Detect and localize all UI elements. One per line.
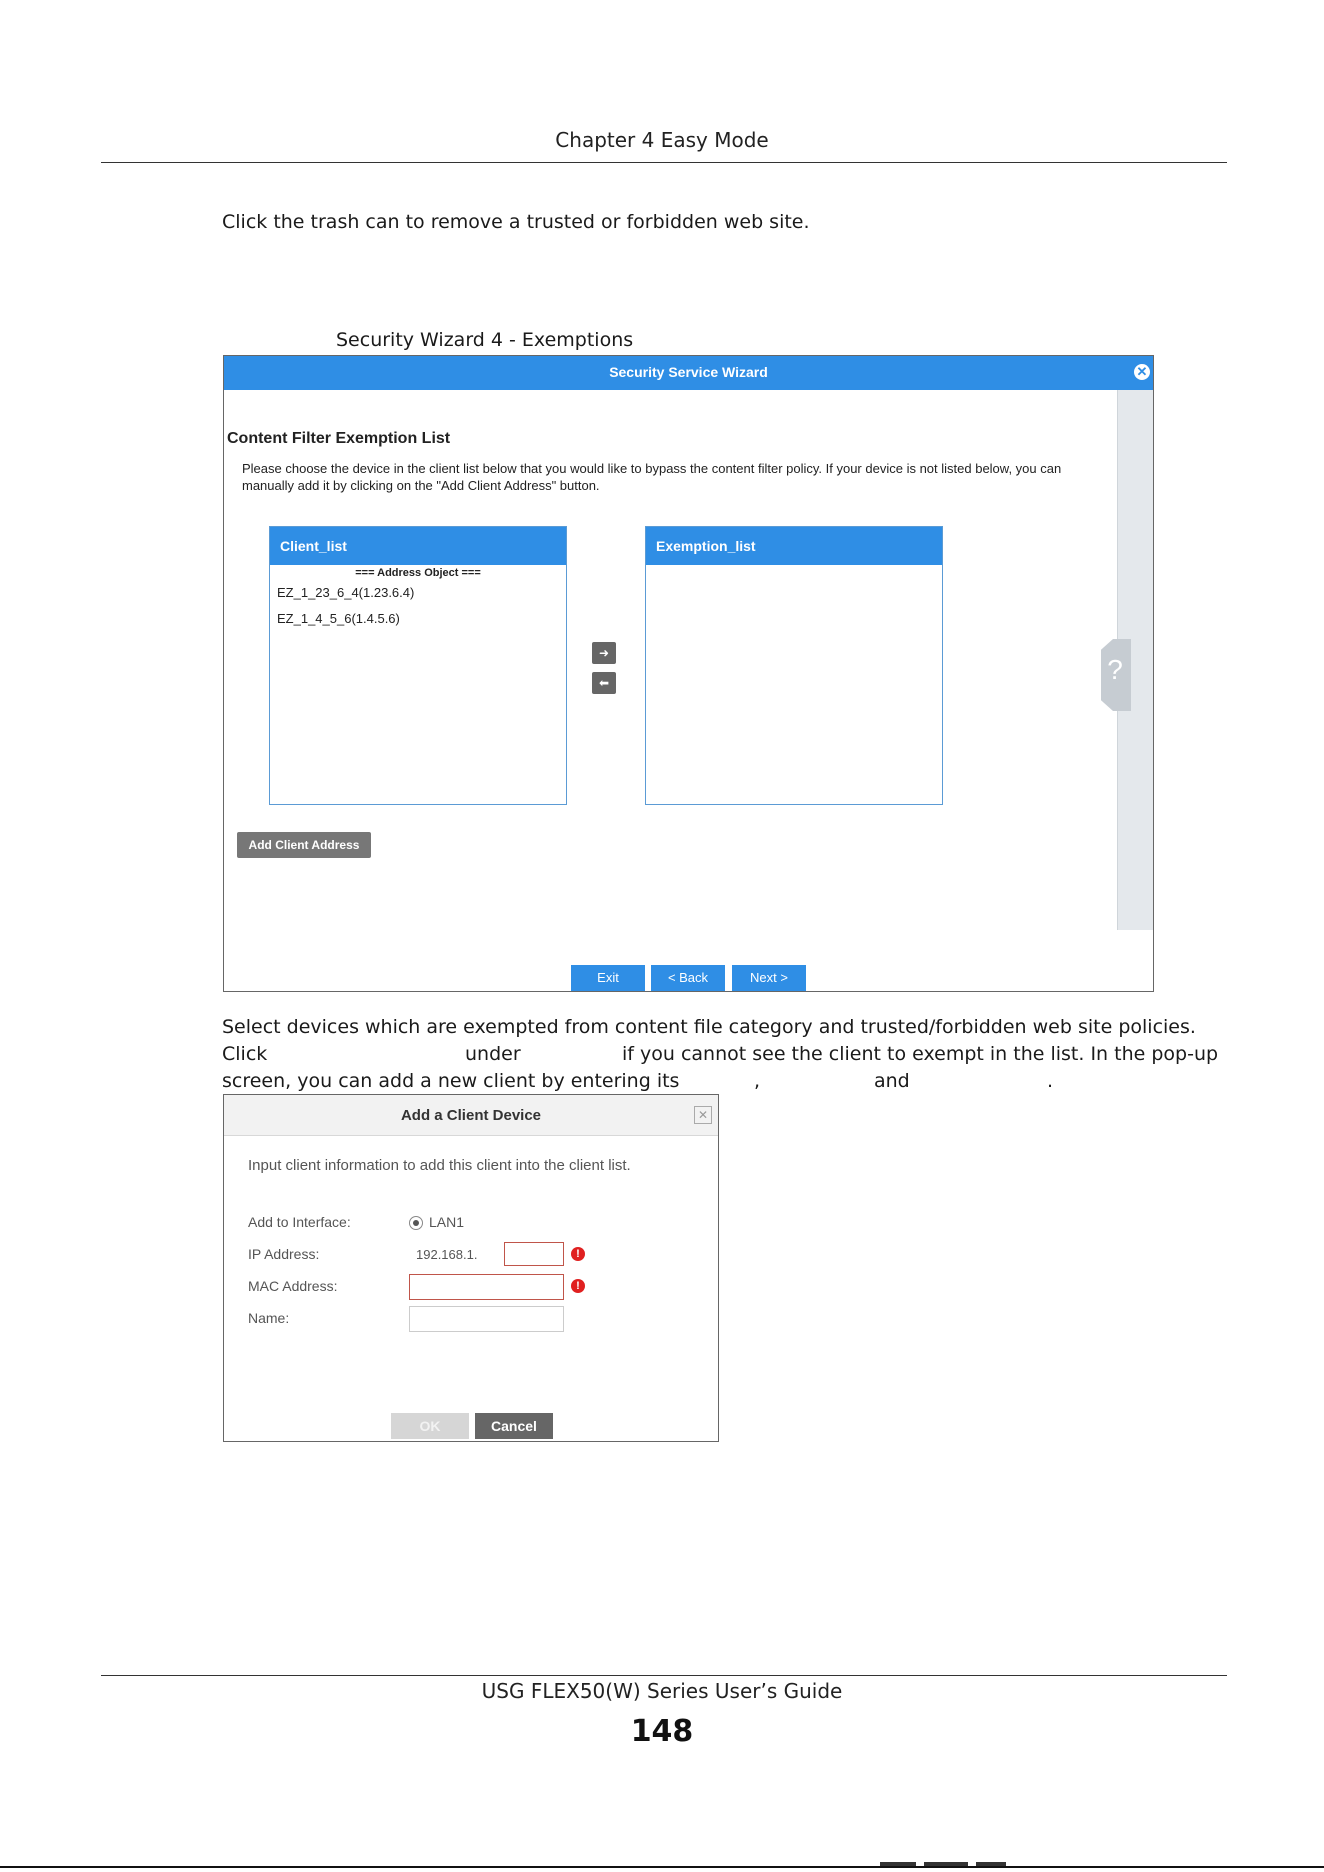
address-object-group-header: === Address Object === (355, 567, 481, 579)
error-icon: ! (571, 1279, 585, 1293)
line3-period: . (1047, 1070, 1054, 1092)
scan-artifact-mark (924, 1862, 968, 1866)
client-list-header (270, 527, 566, 565)
mac-address-label: MAC Address: (248, 1278, 338, 1294)
exemption-description: Please choose the device in the client list below that you would like to bypass the content filter policy. If your device is not listed below, you can manually add it by clicking on the "Add Client Address" button. (242, 461, 1062, 493)
lan1-radio-label[interactable]: LAN1 (429, 1214, 465, 1230)
mac-address-input[interactable] (409, 1274, 564, 1300)
client-list-title: Client_list (280, 538, 347, 554)
dialog-title: Add a Client Device (400, 1107, 542, 1124)
line2-rest: if you cannot see the client to exempt in the list. In the pop-up (622, 1043, 1219, 1065)
ok-button[interactable]: OK (391, 1413, 469, 1439)
guide-title: USG FLEX50(W) Series User’s Guide (481, 1679, 843, 1703)
wizard-title: Security Service Wizard (609, 364, 768, 380)
page-number: 148 (630, 1714, 694, 1749)
client-list-item[interactable]: EZ_1_4_5_6(1.4.5.6) (277, 611, 400, 626)
line2-under: under (465, 1043, 521, 1065)
name-label: Name: (248, 1310, 290, 1326)
footer-rule (101, 1675, 1227, 1676)
ip-address-label: IP Address: (248, 1246, 320, 1262)
back-button[interactable]: < Back (651, 965, 725, 991)
scan-artifact-mark (976, 1862, 1006, 1866)
dialog-description: Input client information to add this client into the client list. (248, 1157, 631, 1174)
ip-prefix: 192.168.1. (416, 1247, 478, 1262)
trash-note: Click the trash can to remove a trusted or forbidden web site. (222, 211, 810, 233)
line3-comma: , (754, 1070, 761, 1092)
header-rule (101, 162, 1227, 163)
client-list-item[interactable]: EZ_1_23_6_4(1.23.6.4) (277, 585, 415, 600)
line2-click: Click (222, 1043, 268, 1065)
line3-and: and (874, 1070, 910, 1092)
exemption-list-box[interactable] (645, 526, 943, 805)
name-input[interactable] (409, 1306, 564, 1332)
select-devices-text: Select devices which are exempted from content file category and trusted/forbidden web site policies. (222, 1016, 1196, 1038)
line3-start: screen, you can add a new client by entering its (222, 1070, 680, 1092)
move-left-arrow-icon[interactable]: ⬅ (592, 672, 616, 694)
security-wizard-screenshot (223, 355, 1154, 992)
interface-label: Add to Interface: (248, 1214, 351, 1230)
add-client-address-button[interactable]: Add Client Address (237, 832, 371, 858)
close-icon[interactable]: ✕ (694, 1106, 712, 1124)
error-icon: ! (571, 1247, 585, 1261)
add-client-dialog-screenshot (223, 1094, 719, 1442)
exemption-list-header (646, 527, 942, 565)
close-icon[interactable]: ✕ (1134, 364, 1150, 380)
scan-artifact-mark (880, 1862, 916, 1866)
ip-last-octet-input[interactable] (504, 1242, 564, 1266)
exemption-list-title: Exemption_list (656, 538, 756, 554)
radio-selected-dot (413, 1220, 419, 1226)
chapter-heading: Chapter 4 Easy Mode (555, 128, 769, 152)
move-right-arrow-icon[interactable]: ➜ (592, 642, 616, 664)
client-list-box[interactable] (269, 526, 567, 805)
scan-artifact-line (0, 1866, 1324, 1868)
exit-button[interactable]: Exit (571, 965, 645, 991)
next-button[interactable]: Next > (732, 965, 806, 991)
help-icon[interactable]: ? (1107, 654, 1123, 685)
exemption-list-heading: Content Filter Exemption List (227, 430, 451, 447)
cancel-button[interactable]: Cancel (475, 1413, 553, 1439)
figure-caption: Security Wizard 4 - Exemptions (336, 329, 634, 351)
